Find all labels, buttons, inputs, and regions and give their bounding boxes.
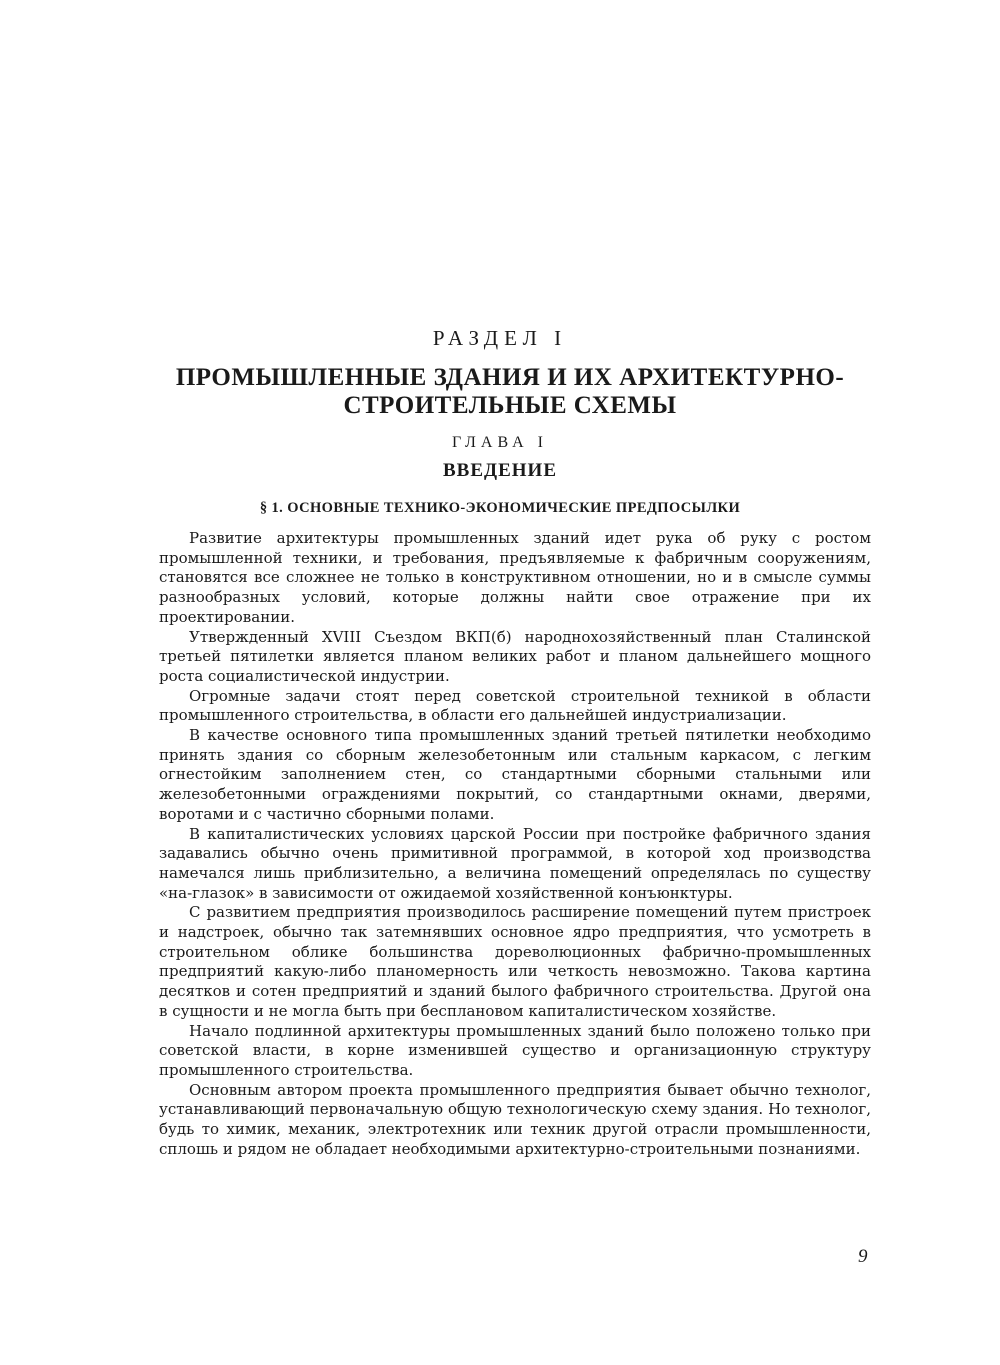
body-paragraph: Начало подлинной архитектуры промышленных зданий было положено только при советской власти, в корне изменившей существо и организационную структуру промышленного строительства. <box>159 1021 871 1079</box>
chapter-label: ГЛАВА I <box>452 434 548 451</box>
body-text <box>159 529 871 1160</box>
body-paragraph: Основным автором проекта промышленного предприятия бывает обычно технолог, устанавливающий первоначальную общую технологическую схему здания. Но технолог, будь то химик, механик, электротехник или техник другой отрасли промышленности, сплошь и рядом не обладает необходимыми архитектурно-строительными познаниями. <box>159 1080 871 1158</box>
section-label: РАЗДЕЛ I <box>432 326 568 350</box>
body-paragraph: С развитием предприятия производилось расширение помещений путем пристроек и надстроек, обычно так затемнявших основное ядро предприятия, что усмотреть в строительном облике большинства дореволюционных фабрично-промышленных предприятий какую-либо планомерность или четкость невозможно. Такова картина десятков и сотен предприятий и зданий былого фабричного строительства. Другой она в сущности и не могла быть при бесплановом капиталистическом хозяйстве. <box>159 903 871 1020</box>
paragraph-heading: § 1. ОСНОВНЫЕ ТЕХНИКО-ЭКОНОМИЧЕСКИЕ ПРЕДПОСЫЛКИ <box>259 500 741 516</box>
page-number: 9 <box>858 1246 868 1267</box>
section-title: ПРОМЫШЛЕННЫЕ ЗДАНИЯ И ИХ АРХИТЕКТУРНО-СТРОИТЕЛЬНЫЕ СХЕМЫ <box>175 364 845 419</box>
chapter-title: ВВЕДЕНИЕ <box>443 460 557 481</box>
body-paragraph: В капиталистических условиях царской России при постройке фабричного здания задавались обычно очень примитивной программой, в которой ход производства намечался лишь приблизительно, а величина помещений определялась по существу «на-глазок» в зависимости от ожидаемой хозяйственной конъюнктуры. <box>159 824 871 902</box>
body-paragraph: В качестве основного типа промышленных зданий третьей пятилетки необходимо принять здания со сборным железобетонным или стальным каркасом, с легким огнестойким заполнением стен, со стандартными сборными стальными или железобетонными ограждениями покрытий, со стандартными окнами, дверями, воротами и с частично сборными полами. <box>159 726 871 823</box>
body-paragraph: Развитие архитектуры промышленных зданий идет рука об руку с ростом промышленной техники, и требования, предъявляемые к фабричным сооружениям, становятся все сложнее не только в конструктивном отношении, но и в смысле суммы разнообразных условий, которые должны найти свое отражение при их проектировании. <box>159 529 871 626</box>
body-paragraph: Утвержденный XVIII Съездом ВКП(б) народнохозяйственный план Сталинской третьей пятилетки является планом великих работ и планом дальнейшего мощного роста социалистической индустрии. <box>159 627 871 685</box>
body-paragraph: Огромные задачи стоят перед советской строительной техникой в области промышленного строительства, в области его дальнейшей индустриализации. <box>159 686 871 725</box>
